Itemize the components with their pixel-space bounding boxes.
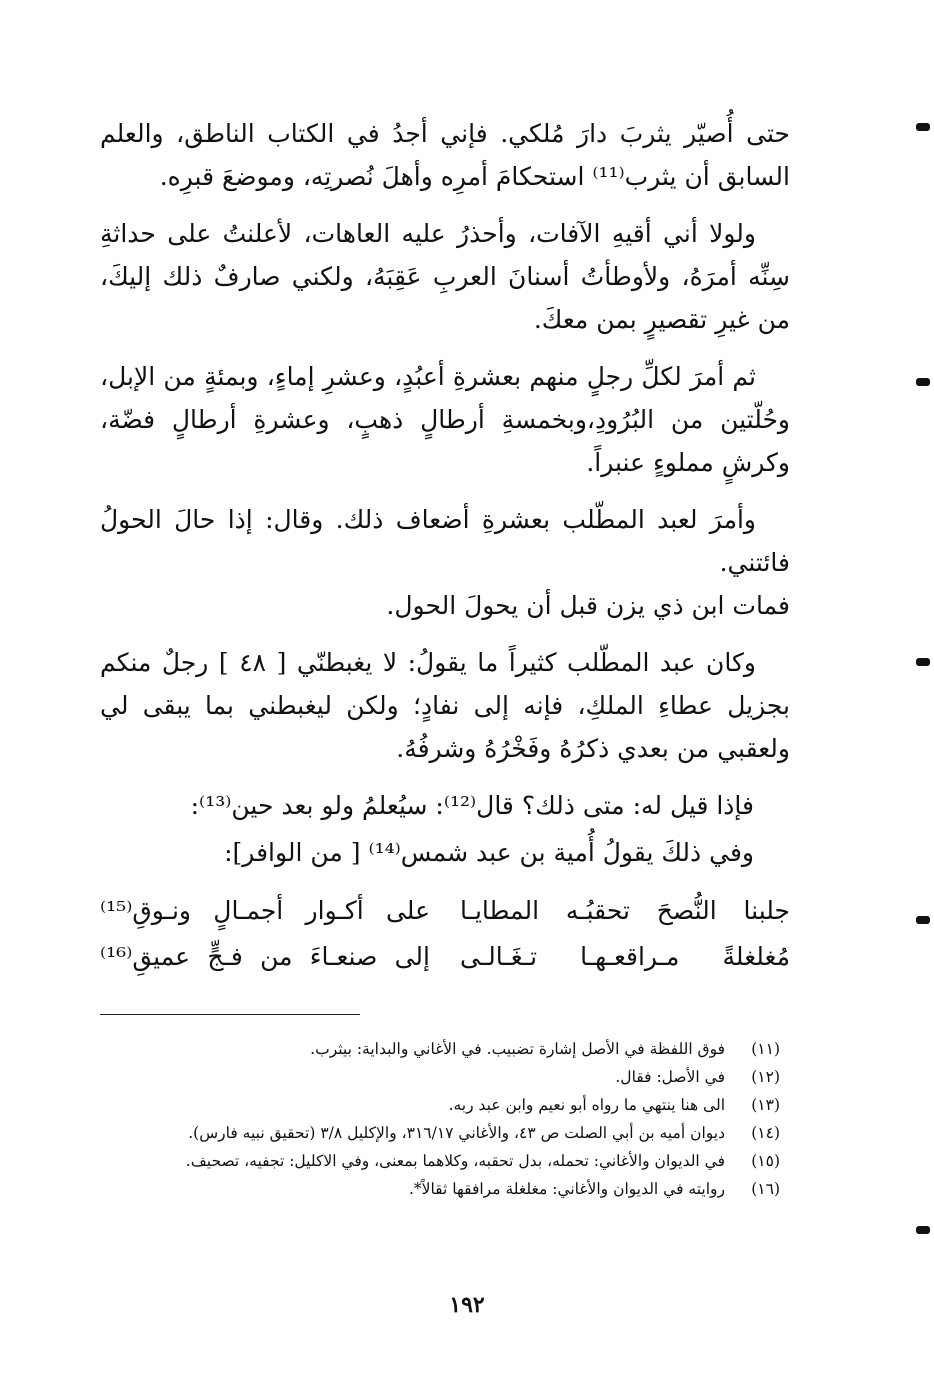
footnote — [100, 1119, 780, 1147]
footnote-divider — [100, 1014, 360, 1015]
footnote-text: الى هنا ينتهي ما رواه أبو نعيم وابن عبد ربه. — [448, 1096, 725, 1114]
hemistich-first: جلبنا النُّصحَ تحقبُـه المطايـا — [460, 896, 790, 925]
margin-mark — [916, 658, 930, 666]
paragraph: فمات ابن ذي يزن قبل أن يحولَ الحول. — [386, 591, 790, 620]
hemistich-first: إلى صنعـاءَ من فـجٍّ عميقِ⁽¹⁶⁾ — [100, 942, 430, 971]
hemistich-second: على أكـوار أجمـالٍ ونـوقِ⁽¹⁵⁾ — [100, 896, 430, 925]
footnote — [100, 1035, 780, 1063]
footnote-text: روايته في الديوان والأغاني: مغلغلة مرافقها ثقالاً*. — [408, 1180, 725, 1198]
hemistich-second: مُغلغلةً مـراقعـهـا تـغَـالـى — [460, 942, 790, 971]
footnote-text: في الديوان والأغاني: تحمله، بدل تحقبه، وكلاهما بمعنى، وفي الاكليل: تجفيه، تصحيف. — [185, 1152, 725, 1170]
footnote-text: في الأصل: فقال. — [615, 1068, 725, 1086]
paragraph: ثم أمرَ لكلِّ رجلٍ منهم بعشرةِ أعبُدٍ، وعشرِ إماءٍ، وبمئةٍ من الإبل، وحُلّتين من البُرُودِ،وبخمسةِ أرطالٍ ذهبٍ، وعشرةِ أرطالٍ فضّة، وكرشٍ مملوءٍ عنبراً. — [100, 362, 790, 477]
footnote — [100, 1091, 780, 1119]
footnote — [100, 1175, 780, 1203]
paragraph: وكان عبد المطّلب كثيراً ما يقولُ: لا يغبطنّي [ ٤٨ ] رجلٌ منكم بجزيل عطاءِ الملكِ، فإنه إلى نفادٍ؛ ولكن ليغبطني بما يبقى لي ولعقبي من بعدي ذكرُهُ وفَخْرُهُ وشرفُهُ. — [100, 648, 790, 763]
footnote-text: ديوان أميه بن أبي الصلت ص ٤٣، والأغاني ٣١٦/١٧، والإكليل ٣/٨ (تحقيق نبيه فارس). — [188, 1124, 725, 1142]
page-body — [100, 112, 790, 1203]
footnote-number: (١٤) — [751, 1124, 780, 1142]
page-number: ١٩٢ — [449, 1292, 485, 1318]
poem — [100, 888, 790, 980]
footnote — [100, 1063, 780, 1091]
footnote-number: (١١) — [751, 1040, 780, 1058]
margin-mark — [916, 916, 930, 924]
margin-mark — [916, 378, 930, 386]
footnote-number: (١٣) — [751, 1096, 780, 1114]
paragraph: وفي ذلكَ يقولُ أُمية بن عبد شمس⁽¹⁴⁾ [ من الوافر]: — [224, 838, 754, 867]
footnote — [100, 1147, 780, 1175]
margin-mark — [916, 123, 930, 131]
footnote-number: (١٦) — [751, 1180, 780, 1198]
paragraph: حتى أُصيّر يثربَ دارَ مُلكي. فإني أجدُ في الكتاب الناطق، والعلم السابق أن يثرب⁽¹¹⁾ استحكامَ أمرِه وأهلَ نُصرتِه، وموضعَ قبرِه. — [100, 119, 790, 191]
paragraph: وأمرَ لعبد المطّلب بعشرةِ أضعاف ذلك. وقال: إذا حالَ الحولُ فائتني. — [100, 505, 790, 577]
footnote-number: (١٥) — [751, 1152, 780, 1170]
verse — [100, 934, 790, 980]
footnotes — [100, 1035, 790, 1203]
footnote-text: فوق اللفظة في الأصل إشارة تضبيب. في الأغاني والبداية: بيثرب. — [310, 1040, 725, 1058]
paragraph: فإذا قيل له: متى ذلك؟ قال⁽¹²⁾: سيُعلمُ ولو بعد حين⁽¹³⁾: — [190, 791, 754, 820]
footnote-number: (١٢) — [751, 1068, 780, 1086]
paragraph: ولولا أني أقيهِ الآفات، وأحذرُ عليه العاهات، لأعلنتُ على حداثةِ سِنِّه أمرَهُ، ولأوطأتُ أسنانَ العربِ عَقِبَهُ، ولكني صارفٌ ذلك إليكَ، من غيرِ تقصيرٍ بمن معكَ. — [100, 219, 790, 334]
verse — [100, 888, 790, 934]
margin-mark — [916, 1226, 930, 1234]
